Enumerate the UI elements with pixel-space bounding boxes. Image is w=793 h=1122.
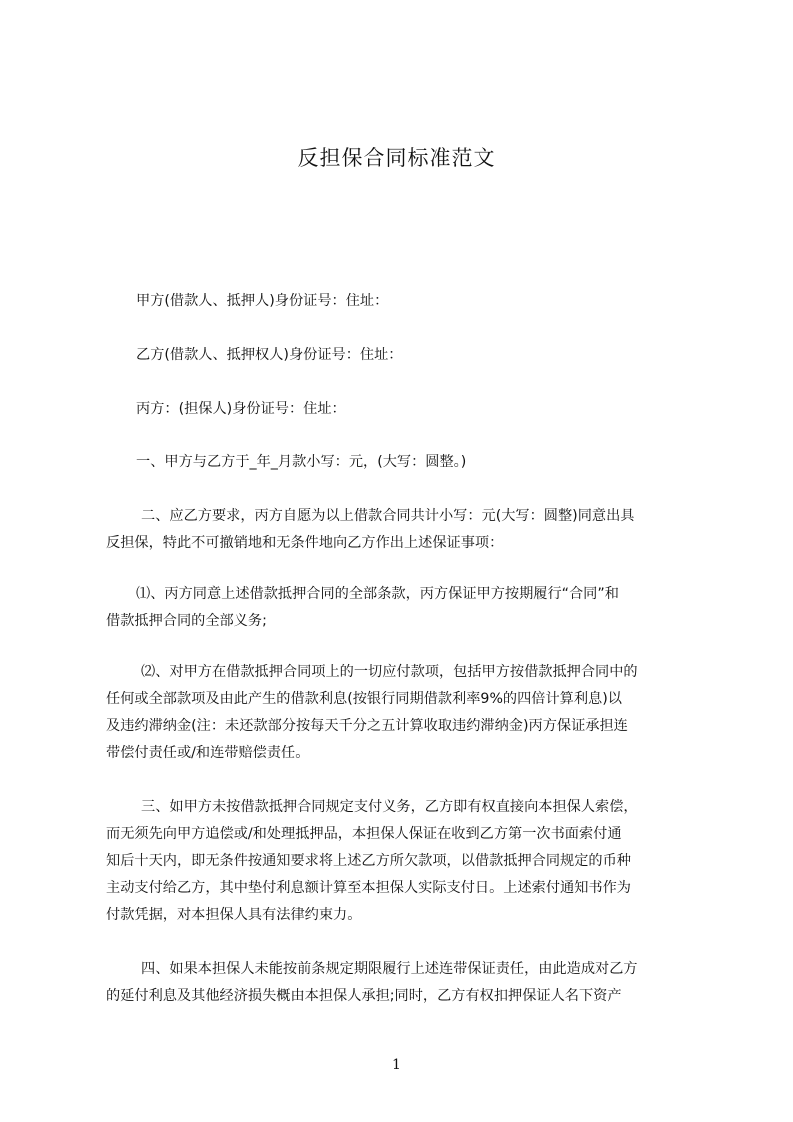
- clause-2-2-line: 任何或全部款项及由此产生的借款利息(按银行同期借款利率9%的四倍计算利息)以: [106, 691, 622, 707]
- clause-2-1-line: ⑴、丙方同意上述借款抵押合同的全部条款，丙方保证甲方按期履行“合同”和: [136, 586, 619, 602]
- clause-2-1-line: 借款抵押合同的全部义务;: [106, 613, 267, 629]
- clause-3-line: 知后十天内，即无条件按通知要求将上述乙方所欠款项，以借款抵押合同规定的币种: [106, 853, 631, 869]
- clause-2-2-line: ⑵、对甲方在借款抵押合同项上的一切应付款项，包括甲方按借款抵押合同中的: [141, 664, 638, 680]
- document-title: 反担保合同标准范文: [297, 146, 496, 170]
- clause-4-line: 的延付利息及其他经济损失概由本担保人承担;同时，乙方有权扣押保证人名下资产: [106, 988, 622, 1004]
- clause-3-line: 主动支付给乙方，其中垫付利息额计算至本担保人实际支付日。上述索付通知书作为: [106, 880, 631, 896]
- clause-1-line: 一、甲方与乙方于_年_月款小写：元，(大写：圆整。): [136, 454, 467, 470]
- clause-2-2-line: 带偿付责任或/和连带赔偿责任。: [106, 745, 310, 761]
- clause-3-line: 而无须先向甲方追偿或/和处理抵押品，本担保人保证在收到乙方第一次书面索付通: [106, 826, 622, 842]
- party-a-line: 甲方(借款人、抵押人)身份证号：住址：: [136, 293, 389, 309]
- clause-3-line: 付款凭据，对本担保人具有法律约束力。: [106, 907, 362, 923]
- clause-3-line: 三、如甲方未按借款抵押合同规定支付义务，乙方即有权直接向本担保人索偿，: [141, 799, 638, 815]
- party-b-line: 乙方(借款人、抵押权人)身份证号：住址：: [136, 347, 403, 363]
- party-c-line: 丙方：(担保人)身份证号：住址：: [136, 401, 346, 417]
- clause-2-2-line: 及违约滞纳金(注：未还款部分按每天千分之五计算收取违约滞纳金)丙方保证承担连: [106, 718, 628, 734]
- page-number: 1: [392, 1057, 401, 1073]
- clause-4-line: 四、如果本担保人未能按前条规定期限履行上述连带保证责任，由此造成对乙方: [141, 961, 638, 977]
- clause-2-line: 反担保，特此不可撤销地和无条件地向乙方作出上述保证事项：: [106, 535, 504, 551]
- clause-2-line: 二、应乙方要求，丙方自愿为以上借款合同共计小写：元(大写：圆整)同意出具: [141, 508, 635, 524]
